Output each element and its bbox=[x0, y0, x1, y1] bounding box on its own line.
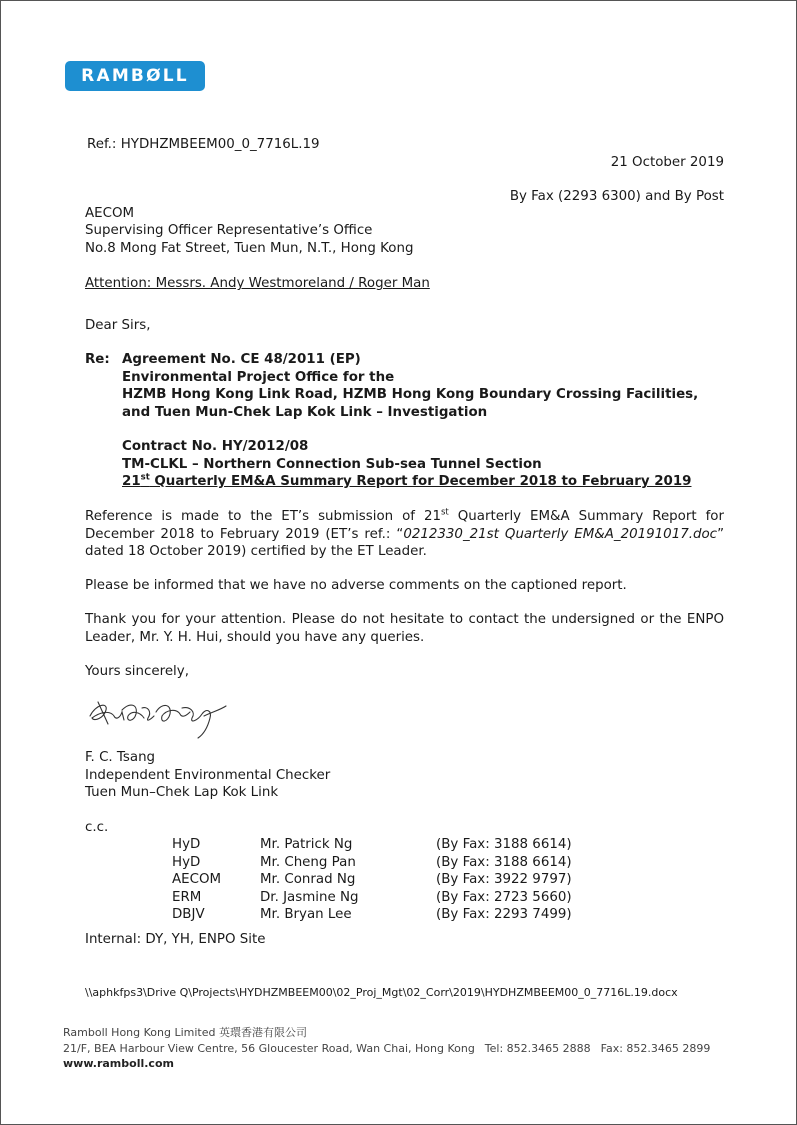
cc-fax: (By Fax: 3922 9797) bbox=[436, 872, 572, 887]
paragraph-reference bbox=[85, 508, 724, 561]
cc-fax: (By Fax: 2293 7499) bbox=[436, 907, 572, 922]
signatory-project: Tuen Mun–Chek Lap Kok Link bbox=[85, 785, 279, 800]
reference-number: Ref.: HYDHZMBEEM00_0_7716L.19 bbox=[87, 137, 320, 152]
cc-person: Mr. Conrad Ng bbox=[260, 872, 356, 887]
subject-line-7 bbox=[122, 473, 691, 491]
signatory-title: Independent Environmental Checker bbox=[85, 768, 331, 783]
cc-person: Mr. Cheng Pan bbox=[260, 854, 356, 870]
subject-line-1: Agreement No. CE 48/2011 (EP) bbox=[122, 352, 361, 367]
subject-line-5: Contract No. HY/2012/08 bbox=[122, 439, 309, 454]
paragraph-reference-filename: 0212330_21st Quarterly EM&A_20191017.doc bbox=[403, 526, 718, 542]
cc-person: Mr. Patrick Ng bbox=[260, 837, 353, 852]
paragraph-reference-part-c: ” dated 18 October 2019) certified by the ET Leader. bbox=[85, 526, 724, 559]
paragraph-no-comments: Please be informed that we have no adverse comments on the captioned report. bbox=[85, 578, 627, 593]
subject-line-3: HZMB Hong Kong Link Road, HZMB Hong Kong Boundary Crossing Facilities, bbox=[122, 387, 699, 402]
recipient-line-3: No.8 Mong Fat Street, Tuen Mun, N.T., Hong Kong bbox=[85, 241, 414, 256]
paragraph-reference-part-b: Quarterly EM&A Summary Report for December 2018 to February 2019 (ET’s ref.: “ bbox=[85, 509, 724, 542]
subject-line-7-text: Quarterly EM&A Summary Report for December 2018 to February 2019 bbox=[149, 474, 692, 489]
subject-re-label: Re: bbox=[85, 352, 110, 367]
subject-line-2: Environmental Project Office for the bbox=[122, 370, 395, 385]
attention-line: Attention: Messrs. Andy Westmoreland / Roger Man bbox=[85, 276, 430, 291]
subject-line-7-superscript: st bbox=[140, 472, 150, 483]
footer-telephone: Tel: 852.3465 2888 bbox=[484, 1042, 591, 1055]
footer-address bbox=[63, 1041, 710, 1056]
cc-persons bbox=[260, 836, 359, 924]
cc-org: HyD bbox=[172, 854, 201, 870]
internal-distribution: Internal: DY, YH, ENPO Site bbox=[85, 932, 266, 947]
cc-fax-numbers bbox=[436, 836, 572, 924]
signatory-name: F. C. Tsang bbox=[85, 750, 156, 765]
cc-label: c.c. bbox=[85, 820, 109, 835]
recipient-line-1: AECOM bbox=[85, 206, 135, 221]
closing: Yours sincerely, bbox=[85, 664, 189, 679]
cc-org: ERM bbox=[172, 889, 202, 905]
cc-org: DBJV bbox=[172, 907, 205, 922]
footer-company: Ramboll Hong Kong Limited 英環香港有限公司 bbox=[63, 1026, 307, 1039]
file-path: \\aphkfps3\Drive Q\Projects\HYDHZMBEEM00\02_Proj_Mgt\02_Corr\2019\HYDHZMBEEM00_0_7716L.19.docx bbox=[85, 986, 678, 999]
cc-org: AECOM bbox=[172, 872, 222, 887]
paragraph-reference-part-a: Reference is made to the ET’s submission of 21 bbox=[85, 509, 441, 524]
subject-line-7-number: 21 bbox=[122, 474, 141, 489]
cc-org: HyD bbox=[172, 837, 201, 852]
cc-fax: (By Fax: 3188 6614) bbox=[436, 837, 572, 852]
cc-person: Mr. Bryan Lee bbox=[260, 907, 352, 922]
cc-fax: (By Fax: 2723 5660) bbox=[436, 889, 572, 905]
subject-line-6: TM-CLKL – Northern Connection Sub-sea Tunnel Section bbox=[122, 457, 542, 472]
footer-street-address: 21/F, BEA Harbour View Centre, 56 Gloucester Road, Wan Chai, Hong Kong bbox=[63, 1042, 475, 1055]
footer-website[interactable]: www.ramboll.com bbox=[63, 1057, 174, 1070]
ramboll-logo: RAMBØLL bbox=[65, 61, 205, 91]
paragraph-reference-superscript: st bbox=[441, 507, 449, 518]
subject-line-4: and Tuen Mun-Chek Lap Kok Link – Investigation bbox=[122, 405, 488, 420]
cc-fax: (By Fax: 3188 6614) bbox=[436, 854, 572, 870]
recipient-line-2: Supervising Officer Representative’s Office bbox=[85, 223, 373, 238]
footer-fax: Fax: 852.3465 2899 bbox=[600, 1042, 711, 1055]
salutation: Dear Sirs, bbox=[85, 318, 151, 333]
cc-person: Dr. Jasmine Ng bbox=[260, 889, 359, 905]
delivery-method: By Fax (2293 6300) and By Post bbox=[509, 189, 724, 204]
signature-image bbox=[86, 694, 236, 740]
letter-date: 21 October 2019 bbox=[610, 155, 724, 170]
paragraph-thank-you: Thank you for your attention. Please do not hesitate to contact the undersigned or the ENPO Leader, Mr. Y. H. Hui, should you have any queries. bbox=[85, 612, 724, 645]
cc-organisations bbox=[172, 836, 221, 924]
